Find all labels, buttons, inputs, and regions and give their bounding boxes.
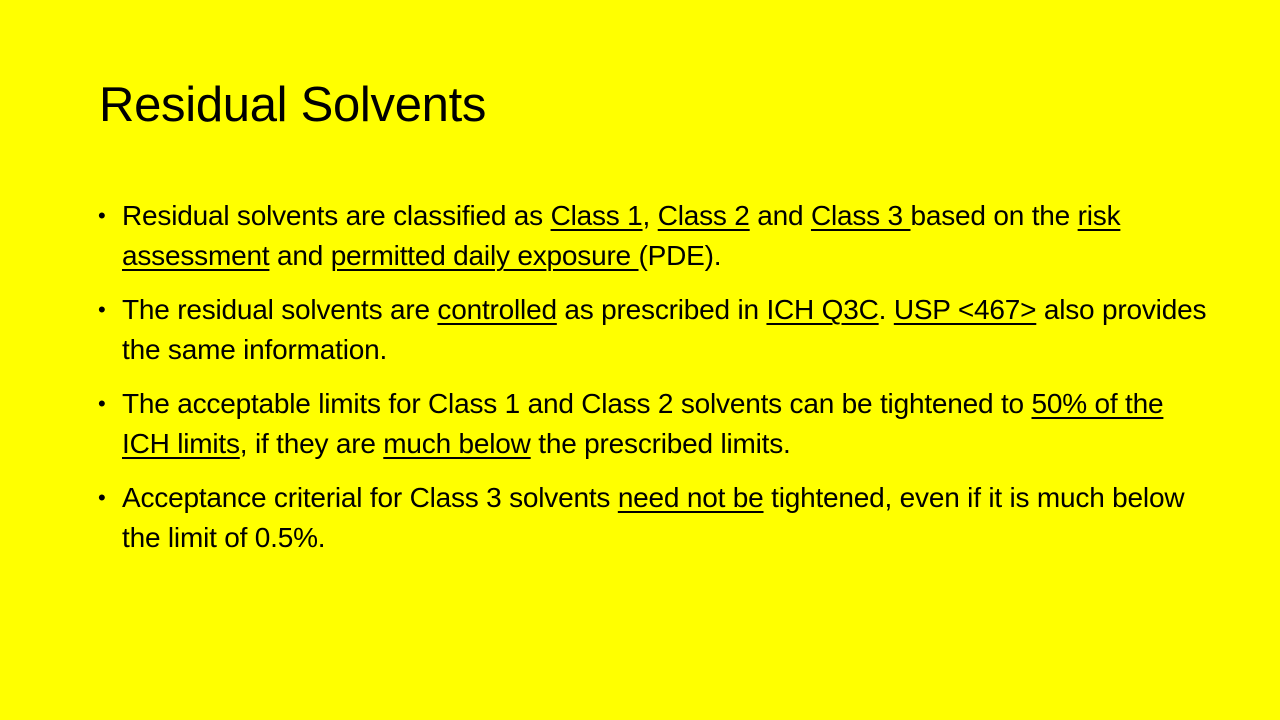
text-run: and bbox=[749, 200, 811, 231]
underlined-term: permitted daily exposure bbox=[330, 240, 639, 271]
underlined-term: ICH Q3C bbox=[766, 294, 879, 325]
text-run: Acceptance criterial for Class 3 solvents bbox=[122, 482, 618, 513]
text-run: , bbox=[642, 200, 658, 231]
bullet-dot-icon: • bbox=[98, 297, 106, 322]
bullet-item bbox=[98, 478, 1208, 558]
text-run: as prescribed in bbox=[556, 294, 767, 325]
underlined-term: 50% of the ICH limits bbox=[122, 388, 1164, 459]
text-run: also provides the same information. bbox=[122, 294, 1207, 365]
bullet-item bbox=[98, 384, 1208, 464]
underlined-term: Class 1 bbox=[550, 200, 643, 231]
text-run: . bbox=[878, 294, 894, 325]
text-run: The residual solvents are bbox=[122, 294, 438, 325]
text-run: based on the bbox=[910, 200, 1078, 231]
bullet-list bbox=[98, 196, 1208, 572]
bullet-item bbox=[98, 290, 1208, 370]
underlined-term: Class 3 bbox=[810, 200, 911, 231]
slide-title: Residual Solvents bbox=[99, 78, 487, 132]
text-run: (PDE). bbox=[638, 240, 722, 271]
bullet-dot-icon: • bbox=[98, 391, 106, 416]
underlined-term: Class 2 bbox=[657, 200, 750, 231]
bullet-text bbox=[122, 482, 1184, 553]
bullet-item bbox=[98, 196, 1208, 276]
underlined-term: risk assessment bbox=[122, 200, 1121, 271]
text-run: tightened, even if it is much below the limit of 0.5%. bbox=[122, 482, 1185, 553]
underlined-term: need not be bbox=[617, 482, 764, 513]
bullet-dot-icon: • bbox=[98, 203, 106, 228]
underlined-term: controlled bbox=[437, 294, 557, 325]
text-run: The acceptable limits for Class 1 and Class 2 solvents can be tightened to bbox=[122, 388, 1032, 419]
text-run: and bbox=[269, 240, 331, 271]
underlined-term: USP <467> bbox=[893, 294, 1037, 325]
bullet-text bbox=[122, 200, 1120, 271]
underlined-term: much below bbox=[383, 428, 531, 459]
bullet-dot-icon: • bbox=[98, 485, 106, 510]
bullet-text bbox=[122, 388, 1163, 459]
text-run: , if they are bbox=[239, 428, 384, 459]
bullet-text bbox=[122, 294, 1206, 365]
text-run: Residual solvents are classified as bbox=[122, 200, 551, 231]
text-run: the prescribed limits. bbox=[530, 428, 791, 459]
